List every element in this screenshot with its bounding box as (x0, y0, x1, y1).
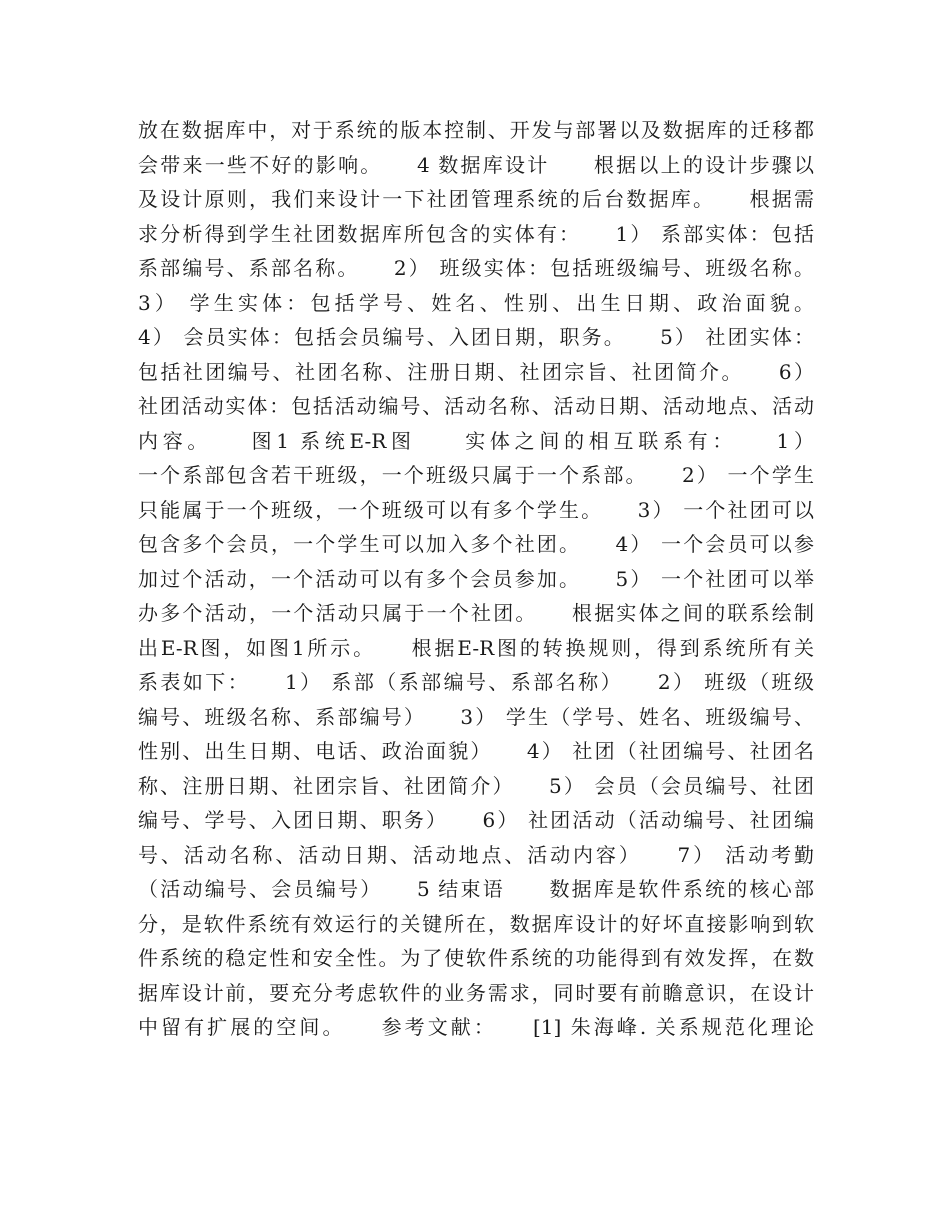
text-line: 3） 学生实体：包括学号、姓名、性别、出生日期、政治面貌。 (138, 290, 814, 315)
text-line: 放在数据库中，对于系统的版本控制、开发与部署以及数据库的迁移都 (138, 118, 814, 142)
text-line: 号、活动名称、活动日期、活动地点、活动内容） 7） 活动考勤 (138, 842, 814, 867)
text-line: 求分析得到学生社团数据库所包含的实体有： 1） 系部实体：包括 (138, 221, 814, 246)
text-line: 会带来一些不好的影响。 4 数据库设计 根据以上的设计步骤以 (138, 152, 814, 177)
text-line: 只能属于一个班级，一个班级可以有多个学生。 3） 一个社团可以 (138, 497, 814, 522)
text-line: 系部编号、系部名称。 2） 班级实体：包括班级编号、班级名称。 (138, 256, 814, 280)
text-line: 包括社团编号、社团名称、注册日期、社团宗旨、社团简介。 6） (138, 359, 814, 384)
text-line: （活动编号、会员编号） 5 结束语 数据库是软件系统的核心部 (138, 877, 814, 901)
text-line: 出E-R图，如图1所示。 根据E-R图的转换规则，得到系统所有关 (138, 635, 814, 660)
text-line: 中留有扩展的空间。 参考文献： [1] 朱海峰. 关系规范化理论 (138, 1015, 814, 1039)
text-line: 加过个活动，一个活动可以有多个会员参加。 5） 一个社团可以举 (138, 566, 814, 591)
text-line: 性别、出生日期、电话、政治面貌） 4） 社团（社团编号、社团名 (138, 739, 814, 763)
text-line: 编号、学号、入团日期、职务） 6） 社团活动（活动编号、社团编 (138, 808, 814, 832)
text-line: 内容。 图1 系统E-R图 实体之间的相互联系有： 1） (138, 428, 814, 453)
text-line: 据库设计前，要充分考虑软件的业务需求，同时要有前瞻意识，在设计 (138, 980, 814, 1005)
text-line: 编号、班级名称、系部编号） 3） 学生（学号、姓名、班级编号、 (138, 704, 814, 729)
text-line: 称、注册日期、社团宗旨、社团简介） 5） 会员（会员编号、社团 (138, 773, 814, 798)
text-line: 及设计原则，我们来设计一下社团管理系统的后台数据库。 根据需 (138, 187, 814, 211)
text-line: 分，是软件系统有效运行的关键所在，数据库设计的好坏直接影响到软 (138, 911, 814, 936)
text-line: 办多个活动，一个活动只属于一个社团。 根据实体之间的联系绘制 (138, 601, 814, 625)
text-line: 系表如下： 1） 系部（系部编号、系部名称） 2） 班级（班级 (138, 670, 814, 694)
text-line: 社团活动实体：包括活动编号、活动名称、活动日期、活动地点、活动 (138, 394, 814, 418)
body-text (138, 113, 814, 1045)
text-line: 包含多个会员，一个学生可以加入多个社团。 4） 一个会员可以参 (138, 532, 814, 556)
text-line: 件系统的稳定性和安全性。为了使软件系统的功能得到有效发挥，在数 (138, 946, 814, 970)
text-line: 4） 会员实体：包括会员编号、入团日期，职务。 5） 社团实体： (138, 325, 814, 349)
text-line: 一个系部包含若干班级，一个班级只属于一个系部。 2） 一个学生 (138, 463, 814, 487)
